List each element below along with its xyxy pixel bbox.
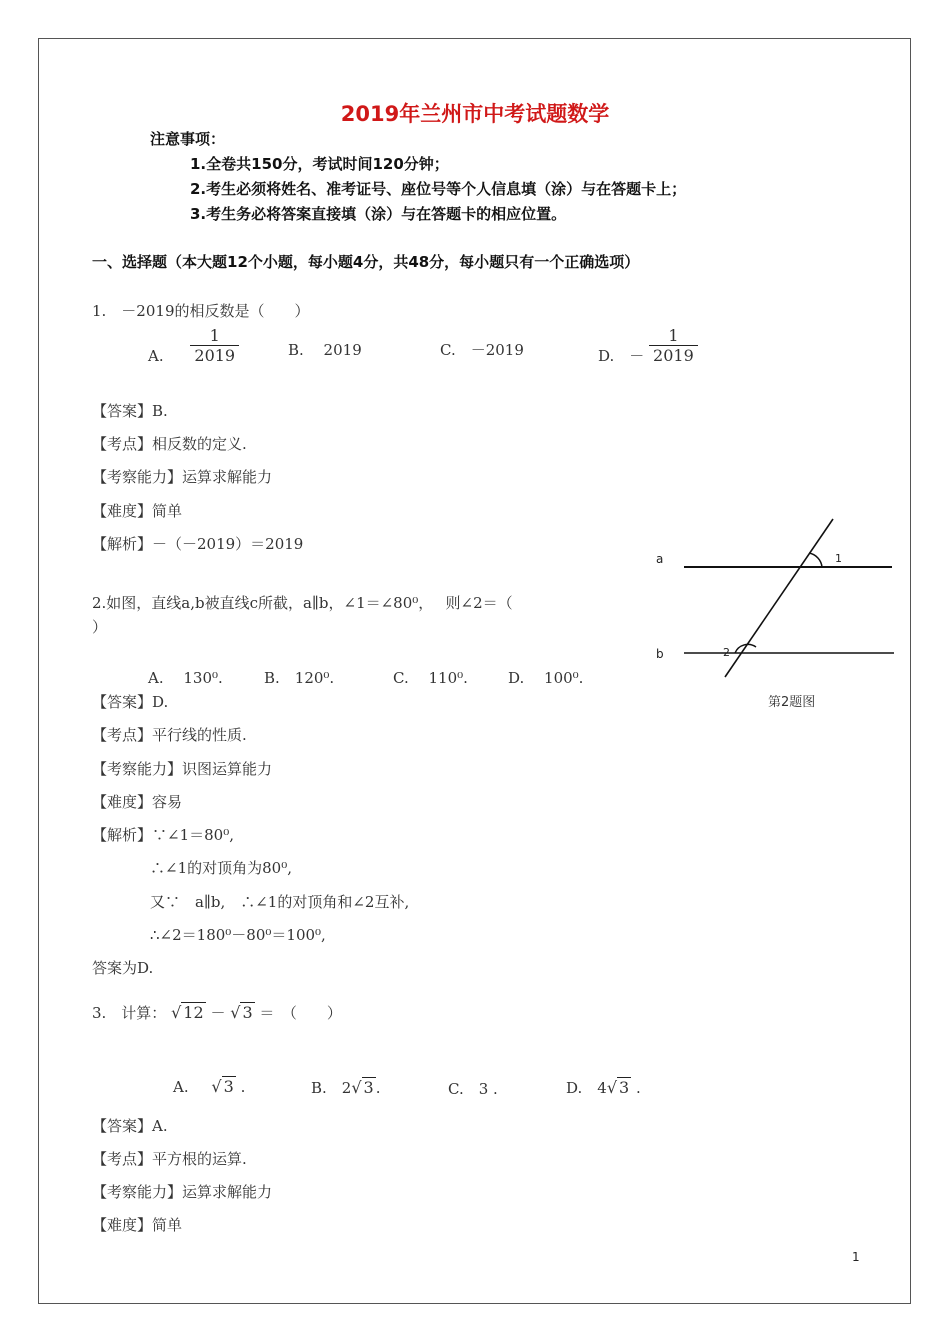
- fraction-denominator: 2019: [649, 345, 698, 365]
- q1-option-a: [148, 326, 239, 365]
- figure-caption: 第2题图: [768, 695, 816, 710]
- q2-analysis-3: 又∵ a∥b, ∴∠1的对顶角和∠2互补,: [150, 893, 410, 911]
- q1-answer: 【答案】B.: [92, 402, 168, 420]
- radicand: 3: [619, 1078, 630, 1097]
- option-label: B. 2: [311, 1079, 352, 1097]
- angle-1-arc: [809, 553, 822, 567]
- option-tail: .: [635, 1079, 641, 1097]
- q2-answer: 【答案】D.: [92, 693, 169, 711]
- q2-option-a: A. 130⁰.: [148, 669, 223, 687]
- q3-stem-suffix: ＝ （ ）: [259, 1004, 342, 1022]
- sqrt-3: √ 3: [606, 1078, 630, 1097]
- option-tail: .: [240, 1078, 246, 1096]
- notice-heading: 注意事项：: [150, 130, 226, 148]
- q2-stem: 2.如图，直线a,b被直线c所截，a∥b，∠1＝∠80⁰， 则∠2＝（: [92, 594, 513, 612]
- q3-stem-prefix: 3. 计算：: [92, 1004, 167, 1022]
- label-b: b: [656, 647, 664, 661]
- minus-sign: －: [210, 1004, 226, 1022]
- option-label: A.: [173, 1078, 189, 1096]
- option-tail: .: [375, 1079, 381, 1097]
- page-title: 2019年兰州市中考试题数学: [340, 102, 610, 126]
- sqrt-3: √ 3: [351, 1078, 374, 1097]
- q3-option-d: [566, 1077, 641, 1098]
- q2-option-d: D. 100⁰.: [508, 669, 584, 687]
- q1-difficulty: 【难度】简单: [92, 502, 183, 520]
- radicand: 12: [183, 1003, 204, 1022]
- q1-stem: 1. －2019的相反数是（ ）: [92, 302, 310, 320]
- q2-ability: 【考察能力】识图运算能力: [92, 760, 273, 778]
- q1-option-b: B. 2019: [288, 341, 362, 359]
- q1-option-c: C. －2019: [440, 341, 524, 359]
- q3-stem: [92, 1002, 342, 1023]
- sqrt-3: √ 3: [211, 1077, 234, 1096]
- notice-item-1: 1.全卷共150分，考试时间120分钟；: [190, 155, 449, 173]
- q1-point: 【考点】相反数的定义.: [92, 435, 247, 453]
- radicand: 3: [242, 1003, 253, 1022]
- q3-option-a: [173, 1077, 245, 1096]
- q1-ability: 【考察能力】运算求解能力: [92, 468, 273, 486]
- q3-point: 【考点】平方根的运算.: [92, 1150, 247, 1168]
- q3-difficulty: 【难度】简单: [92, 1216, 183, 1234]
- q3-option-c: C. 3 .: [448, 1080, 498, 1098]
- q2-option-b: B. 120⁰.: [264, 669, 335, 687]
- q1-option-a-fraction: [190, 326, 239, 365]
- q2-option-c: C. 110⁰.: [393, 669, 468, 687]
- q3-ability: 【考察能力】运算求解能力: [92, 1183, 273, 1201]
- label-a: a: [656, 552, 664, 566]
- q2-stem-close: ）: [92, 618, 108, 636]
- fraction-numerator: 1: [668, 326, 679, 345]
- q2-difficulty: 【难度】容易: [92, 793, 183, 811]
- fraction-numerator: 1: [209, 326, 220, 345]
- notice-item-2: 2.考生必须将姓名、准考证号、座位号等个人信息填（涂）与在答题卡上；: [190, 180, 687, 198]
- radicand: 3: [223, 1077, 234, 1096]
- sqrt-3: √ 3: [230, 1003, 253, 1022]
- sqrt-12: √ 12: [171, 1003, 204, 1022]
- label-angle-1: 1: [835, 552, 842, 565]
- option-label: D. 4: [566, 1079, 607, 1097]
- q1-analysis: 【解析】－（－2019）＝2019: [92, 535, 304, 553]
- q2-analysis-2: ∴∠1的对顶角为80⁰,: [150, 859, 292, 877]
- q3-option-b: [311, 1077, 381, 1098]
- q1-option-d-label: D. －: [598, 346, 645, 365]
- q1-option-d: [598, 326, 698, 365]
- q2-analysis-1: 【解析】∵∠1＝80⁰,: [92, 826, 234, 844]
- q2-analysis-4: ∴∠2＝180⁰－80⁰＝100⁰,: [150, 926, 326, 944]
- notice-item-3: 3.考生务必将答案直接填（涂）与在答题卡的相应位置。: [190, 205, 567, 223]
- section-heading: 一、选择题（本大题12个小题，每小题4分，共48分，每小题只有一个正确选项）: [92, 253, 640, 271]
- q1-option-d-fraction: [649, 326, 698, 365]
- q1-option-a-label: A.: [148, 346, 164, 365]
- fraction-denominator: 2019: [190, 345, 239, 365]
- page-number: 1: [852, 1250, 860, 1264]
- label-angle-2: 2: [723, 646, 730, 659]
- q2-figure: [640, 515, 900, 680]
- q3-answer: 【答案】A.: [92, 1117, 168, 1135]
- q2-conclusion: 答案为D.: [92, 959, 154, 977]
- radicand: 3: [363, 1078, 374, 1097]
- q2-point: 【考点】平行线的性质.: [92, 726, 247, 744]
